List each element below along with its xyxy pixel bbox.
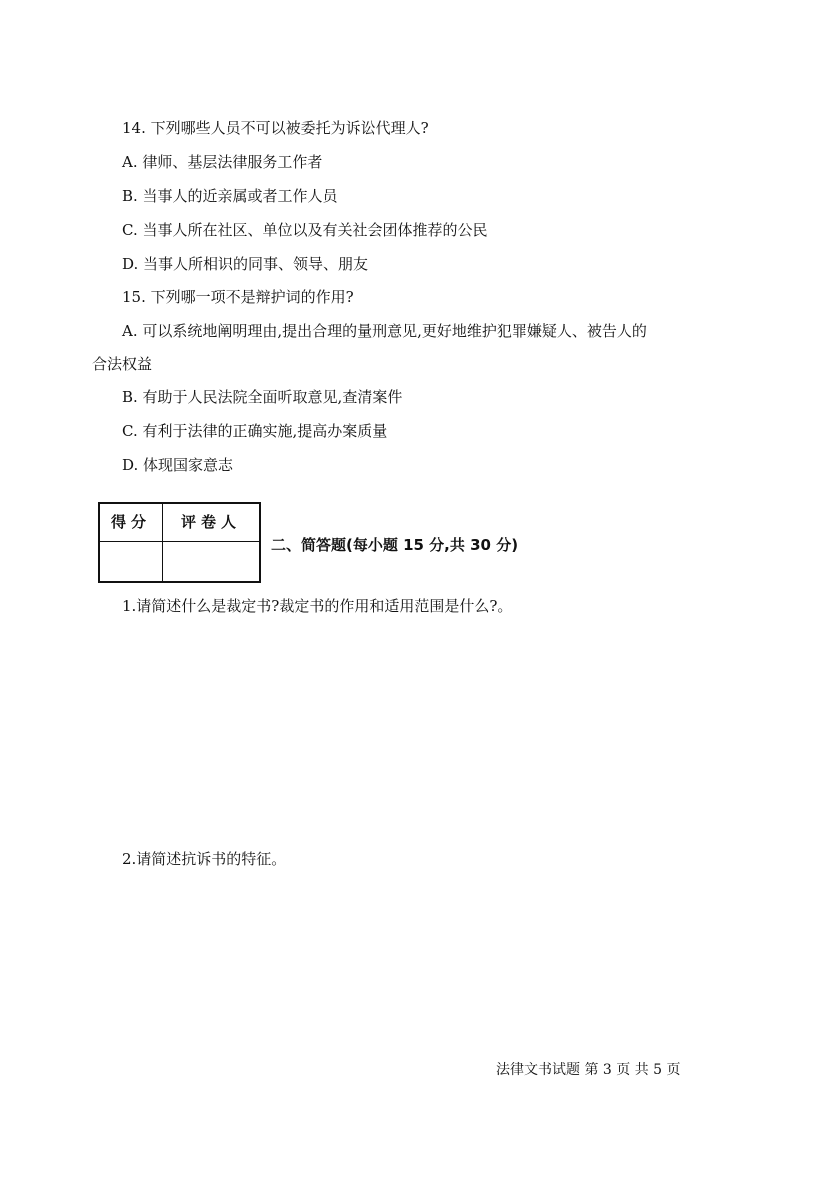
score-table <box>98 502 261 583</box>
question-15-option-c: C. 有利于法律的正确实施,提高办案质量 <box>122 422 388 440</box>
grader-cell <box>163 542 259 581</box>
question-14-option-b: B. 当事人的近亲属或者工作人员 <box>122 187 338 205</box>
question-15-option-a: A. 可以系统地阐明理由,提出合理的量刑意见,更好地维护犯罪嫌疑人、被告人的 <box>122 322 647 340</box>
question-14-stem: 14. 下列哪些人员不可以被委托为诉讼代理人? <box>122 119 429 137</box>
page-footer: 法律文书试题 第 3 页 共 5 页 <box>496 1062 681 1078</box>
short-answer-question-1: 1.请简述什么是裁定书?裁定书的作用和适用范围是什么?。 <box>122 597 513 615</box>
question-15-option-d: D. 体现国家意志 <box>122 456 234 474</box>
short-answer-question-2: 2.请简述抗诉书的特征。 <box>122 850 287 868</box>
question-15-option-a-continued: 合法权益 <box>92 355 153 373</box>
question-14-option-c: C. 当事人所在社区、单位以及有关社会团体推荐的公民 <box>122 221 488 239</box>
question-14-option-d: D. 当事人所相识的同事、领导、朋友 <box>122 255 369 273</box>
question-15-stem: 15. 下列哪一项不是辩护词的作用? <box>122 288 354 306</box>
section-title: 二、简答题(每小题 15 分,共 30 分) <box>271 536 519 554</box>
question-15-option-b: B. 有助于人民法院全面听取意见,查清案件 <box>122 388 403 406</box>
grader-header: 评卷人 <box>180 513 241 531</box>
score-cell <box>100 542 162 581</box>
question-14-option-a: A. 律师、基层法律服务工作者 <box>122 153 323 171</box>
score-header: 得分 <box>110 513 151 531</box>
